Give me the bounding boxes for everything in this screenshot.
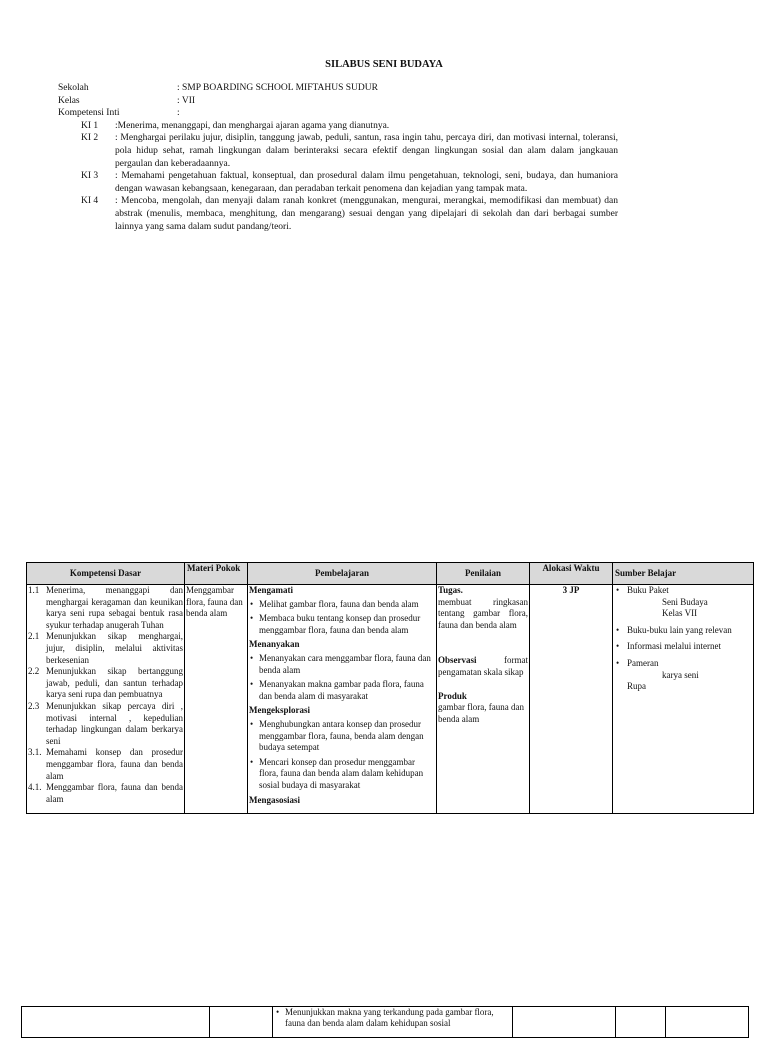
penilaian-cell [437, 585, 530, 814]
kompetensi-dasar-cell [22, 1007, 210, 1038]
list-item: • Menanyakan cara menggambar flora, fauna dan benda alam [259, 653, 435, 676]
kd-number: 3.1. [28, 747, 42, 758]
sumber-subline: Seni Budaya [662, 596, 708, 607]
kd-text: Menerima, menanggapi dan menghargai keragaman dan keunikan karya seni rupa sebagai bentuk rasa syukur terhadap anugerah Tuhan [46, 585, 183, 630]
kd-number: 1.1 [28, 585, 40, 595]
kelas-value: : VII [177, 95, 196, 106]
alokasi-waktu-cell: 3 JP [530, 585, 613, 814]
pembelajaran-heading: Menanyakan [249, 639, 300, 650]
ki-code: KI 4 [81, 196, 99, 207]
header-alokasi-waktu: Alokasi Waktu [530, 563, 613, 585]
kd-text: Memahami konsep dan prosedur menggambar flora, fauna dan benda alam [46, 747, 183, 781]
sumber-item: • Pameran [614, 658, 752, 670]
pembelajaran-list [249, 653, 435, 702]
ki-code: KI 2 [81, 133, 99, 144]
sumber-subline: Rupa [627, 681, 646, 692]
kd-item [28, 585, 183, 631]
pembelajaran-list [249, 719, 435, 792]
kompetensi-inti-label: Kompetensi Inti [58, 108, 120, 119]
ki-2 [58, 132, 618, 170]
kompetensi-inti-row [58, 107, 618, 120]
observasi-row [438, 655, 528, 678]
header-materi-pokok: Materi Pokok [185, 563, 248, 585]
kompetensi-inti-value: : [177, 108, 180, 119]
sumber-item: • Buku-buku lain yang relevan [614, 625, 752, 637]
ki-text: : Menghargai perilaku jujur, disiplin, tanggung jawab, peduli, santun, rasa ingin tahu, percaya diri, dan motivasi internal, toleransi, pola hidup sehat, ramah lingkungan dalam berinteraksi secara efektif dengan lingkungan sosial dan alam dalam jangkauan pergaulan dan keberadaannya. [115, 133, 618, 169]
ki-1 [58, 120, 618, 133]
kd-item [28, 701, 183, 747]
tugas-text: membuat ringkasan tentang gambar flora, fauna dan benda alam [438, 596, 528, 630]
kd-number: 2.2 [28, 666, 40, 677]
pembelajaran-list [249, 599, 435, 637]
sekolah-value: : SMP BOARDING SCHOOL MIFTAHUS SUDUR [177, 83, 378, 93]
kompetensi-dasar-cell [27, 585, 185, 814]
ki-text: : Mencoba, mengolah, dan menyaji dalam ranah konkret (menggunakan, mengurai, merangkai, memodifikasi dan membuat) dan abstrak (menulis, membaca, menghitung, dan mengarang) sesuai dengan yang dipelajari di sekolah dan dari berbagai sumber lainnya yang sama dalam sudut pandang/teori. [115, 196, 618, 232]
pembelajaran-list [275, 1007, 510, 1029]
header-kompetensi-dasar: Kompetensi Dasar [27, 563, 185, 585]
table-header-row [27, 563, 754, 585]
kd-text: Menunjukkan sikap menghargai, jujur, disiplin, melalui aktivitas berkesenian [46, 631, 183, 665]
observasi-label: Observasi [438, 655, 477, 666]
pembelajaran-heading: Mengamati [249, 585, 293, 595]
kd-number: 2.3 [28, 700, 40, 711]
pembelajaran-cell [248, 585, 437, 814]
kd-number: 4.1. [28, 782, 42, 793]
kd-text: Menggambar flora, fauna dan benda alam [46, 782, 183, 804]
table-row [27, 585, 754, 814]
kd-number: 2.1 [28, 631, 40, 642]
header-sumber-belajar: Sumber Belajar [613, 563, 754, 585]
ki-text: : Memahami pengetahuan faktual, konseptual, dan prosedural dalam ilmu pengetahuan, teknologi, seni, budaya, dan humaniora dengan wawasan kebangsaan, kenegaraan, dan peradaban terkait penomena dan kejadian yang tampak mata. [115, 171, 618, 194]
header-pembelajaran: Pembelajaran [248, 563, 437, 585]
tugas-label: Tugas. [438, 585, 463, 595]
ki-text: :Menerima, menanggapi, dan menghargai ajaran agama yang dianutnya. [115, 120, 390, 131]
penilaian-cell [513, 1007, 616, 1038]
ki-code: KI 3 [81, 171, 99, 182]
sumber-item: • Buku Paket [614, 585, 752, 597]
pembelajaran-cell [273, 1007, 513, 1038]
materi-pokok-cell: Menggambar flora, fauna dan benda alam [185, 585, 248, 814]
document-title: SILABUS SENI BUDAYA [325, 59, 443, 70]
kd-text: Menunjukkan sikap bertanggung jawab, peduli, dan santun terhadap karya seni rupa dan pembuatnya [46, 666, 183, 700]
kd-item [28, 631, 183, 666]
pembelajaran-heading: Mengeksplorasi [249, 705, 311, 716]
sumber-subline: Kelas VII [662, 608, 698, 619]
kd-item [28, 666, 183, 701]
list-item: • Menunjukkan makna yang terkandung pada gambar flora, fauna dan benda alam dalam kehidupan sosial [285, 1007, 510, 1029]
header-info [58, 82, 618, 233]
produk-text: gambar flora, fauna dan benda alam [438, 702, 524, 724]
list-item: • Membaca buku tentang konsep dan prosedur menggambar flora, fauna dan benda alam [259, 613, 435, 636]
produk-label: Produk [438, 690, 467, 701]
list-item: • Mencari konsep dan prosedur menggambar flora, fauna dan benda alam dalam kehidupan sosial budaya di masyarakat [259, 757, 435, 792]
sumber-item: • Informasi melalui internet [614, 641, 752, 653]
silabus-table [26, 562, 754, 814]
ki-3 [58, 170, 618, 195]
kd-text: Menunjukkan sikap percaya diri , motivasi internal , kepedulian terhadap lingkungan dalam berkarya seni [46, 700, 183, 746]
sumber-belajar-cell [613, 585, 754, 814]
sumber-belajar-cell [666, 1007, 749, 1038]
pembelajaran-heading: Mengasosiasi [249, 794, 301, 805]
list-item: • Melihat gambar flora, fauna dan benda alam [259, 599, 435, 611]
kd-item [28, 747, 183, 782]
list-item: • Menanyakan makna gambar pada flora, fauna dan benda alam di masyarakat [259, 679, 435, 702]
table-row [22, 1007, 749, 1038]
observasi-text: format pengamatan skala sikap [438, 655, 528, 677]
ki-code: KI 1 [81, 120, 99, 131]
materi-pokok-cell [210, 1007, 273, 1038]
alokasi-waktu-cell [616, 1007, 666, 1038]
kd-item [28, 782, 183, 805]
header-penilaian: Penilaian [437, 563, 530, 585]
sekolah-label: Sekolah [58, 83, 89, 93]
kelas-label: Kelas [58, 95, 80, 106]
silabus-table-continued [21, 1006, 749, 1038]
sekolah-row [58, 82, 618, 95]
kelas-row [58, 95, 618, 108]
ki-4 [58, 195, 618, 233]
list-item: • Menghubungkan antara konsep dan prosedur menggambar flora, fauna, benda alam dengan budaya setempat [259, 719, 435, 754]
sumber-subline: karya seni [662, 669, 699, 680]
